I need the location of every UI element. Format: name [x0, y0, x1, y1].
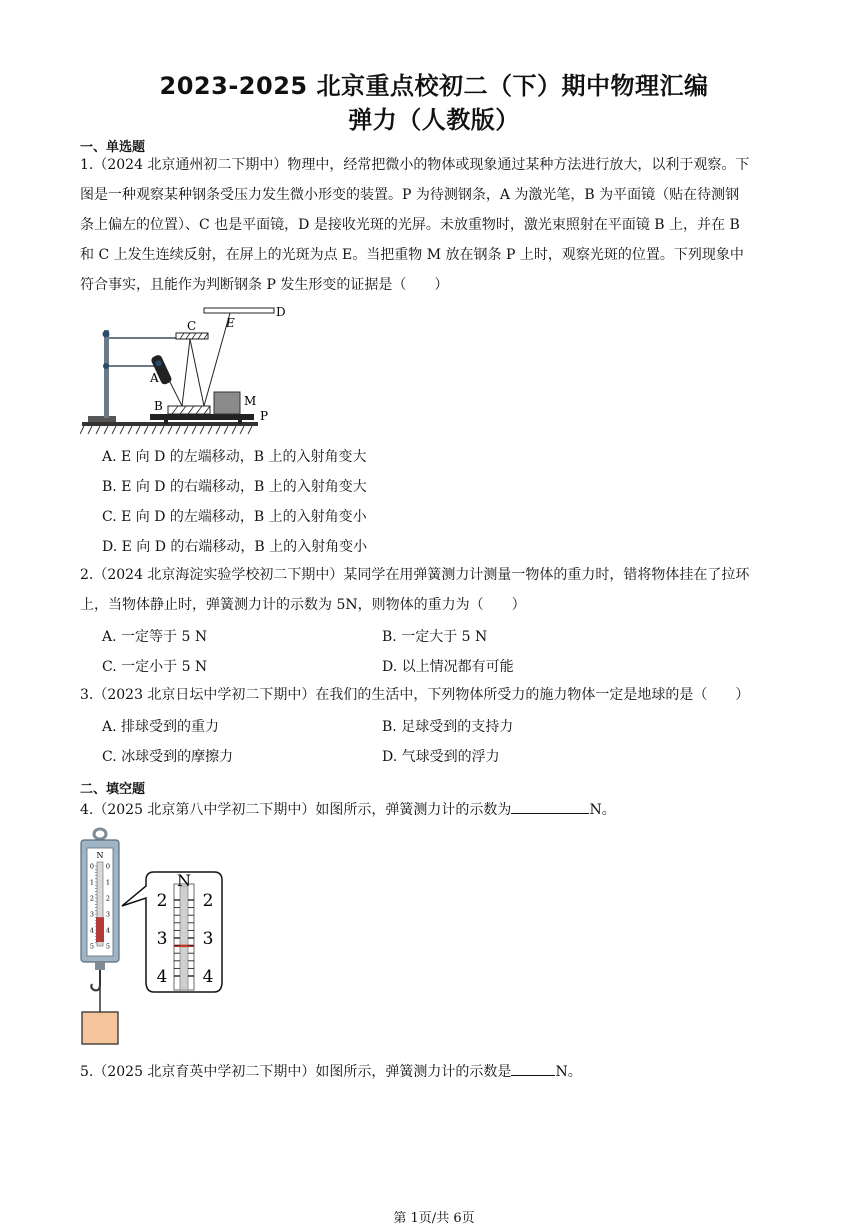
- label-m: M: [244, 394, 257, 408]
- question-2-text: [80, 560, 792, 620]
- page-title: 2023-2025 北京重点校初二（下）期中物理汇编: [159, 72, 709, 100]
- label-c: C: [187, 319, 197, 333]
- small-tick-label: 5: [89, 942, 95, 951]
- q2-option-b[interactable]: B. 一定大于 5 N: [382, 629, 488, 645]
- label-a: A: [150, 371, 159, 385]
- label-d: D: [276, 305, 286, 319]
- q1-option-a[interactable]: A. E 向 D 的左端移动，B 上的入射角变大: [102, 449, 367, 465]
- small-tick-label: 4: [89, 926, 95, 935]
- small-tick-label: 5: [105, 942, 111, 951]
- small-tick-label: 2: [89, 894, 95, 903]
- question-3-text: 3.（2023 北京日坛中学初二下期中）在我们的生活中，下列物体所受力的施力物体一定是地球的是（ ）: [80, 687, 750, 703]
- laser-mirror-apparatus-figure: [80, 300, 300, 438]
- q2-option-a[interactable]: A. 一定等于 5 N: [102, 629, 208, 645]
- q3-option-b[interactable]: B. 足球受到的支持力: [382, 719, 514, 735]
- question-1-line: 和 C 上发生连续反射，在屏上的光斑为点 E。当把重物 M 放在钢条 P 上时，观察光斑的位置。下列现象中: [80, 247, 744, 263]
- zoom-tick-label: 2: [202, 891, 214, 911]
- section-heading-single-choice: 一、单选题: [80, 140, 146, 155]
- question-5-prompt: 5.（2025 北京育英中学初二下期中）如图所示，弹簧测力计的示数是: [80, 1064, 512, 1080]
- zoom-tick-label: 4: [156, 967, 168, 987]
- zoom-tick-label: 4: [202, 967, 214, 987]
- q3-option-c[interactable]: C. 冰球受到的摩擦力: [102, 749, 234, 765]
- page-subtitle: 弹力（人教版）: [348, 106, 520, 134]
- question-5-text: [80, 1060, 582, 1081]
- zoom-tick-label: 3: [202, 929, 214, 949]
- small-scale-unit: N: [96, 851, 104, 860]
- label-p: P: [260, 409, 269, 423]
- question-5-unit: N。: [555, 1064, 582, 1080]
- q1-option-d[interactable]: D. E 向 D 的右端移动，B 上的入射角变小: [102, 539, 368, 555]
- answer-blank-q5[interactable]: [511, 1060, 555, 1076]
- question-4-text: [80, 798, 616, 819]
- small-tick-label: 0: [89, 862, 95, 871]
- spring-scale-figure: [78, 826, 228, 1048]
- section-heading-fill-blank: 二、填空题: [80, 782, 146, 797]
- answer-blank-q4[interactable]: [511, 798, 589, 814]
- zoom-scale-unit: N: [177, 871, 191, 890]
- question-1-line: 图是一种观察某种钢条受压力发生微小形变的装置。P 为待测钢条，A 为激光笔，B 为平面镜（贴在待测钢: [80, 187, 740, 203]
- small-tick-label: 1: [105, 878, 111, 887]
- question-1-line: 符合事实，且能作为判断钢条 P 发生形变的证据是（ ）: [80, 277, 449, 293]
- zoom-tick-label: 2: [156, 891, 168, 911]
- label-e: E: [226, 316, 235, 330]
- label-b: B: [154, 399, 163, 413]
- q2-option-c[interactable]: C. 一定小于 5 N: [102, 659, 208, 675]
- q1-option-b[interactable]: B. E 向 D 的右端移动，B 上的入射角变大: [102, 479, 367, 495]
- q2-option-d[interactable]: D. 以上情况都有可能: [382, 659, 514, 675]
- question-1-line: 条上偏左的位置）、C 也是平面镜，D 是接收光斑的光屏。未放重物时，激光束照射在平面镜 B 上，并在 B: [80, 217, 740, 233]
- question-1-text: [80, 150, 792, 300]
- small-pointer: [96, 917, 104, 942]
- page-number: 第 1页/共 6页: [393, 1211, 475, 1226]
- q3-option-d[interactable]: D. 气球受到的浮力: [382, 749, 500, 765]
- q1-option-c[interactable]: C. E 向 D 的左端移动，B 上的入射角变小: [102, 509, 367, 525]
- question-1-line: 1.（2024 北京通州初二下期中）物理中，经常把微小的物体或现象通过某种方法进行放大，以利于观察。下: [80, 157, 750, 173]
- small-tick-label: 2: [105, 894, 111, 903]
- question-2-line: 2.（2024 北京海淀实验学校初二下期中）某同学在用弹簧测力计测量一物体的重力时，错将物体挂在了拉环: [80, 567, 750, 583]
- question-2-line: 上，当物体静止时，弹簧测力计的示数为 5N，则物体的重力为（ ）: [80, 597, 526, 613]
- q3-option-a[interactable]: A. 排球受到的重力: [102, 719, 220, 735]
- zoom-tick-label: 3: [156, 929, 168, 949]
- question-4-unit: N。: [589, 802, 616, 818]
- small-tick-label: 3: [89, 910, 95, 919]
- small-tick-label: 4: [105, 926, 111, 935]
- small-tick-label: 0: [105, 862, 111, 871]
- small-tick-label: 3: [105, 910, 111, 919]
- small-tick-label: 1: [89, 878, 95, 887]
- question-4-prompt: 4.（2025 北京第八中学初二下期中）如图所示，弹簧测力计的示数为: [80, 802, 512, 818]
